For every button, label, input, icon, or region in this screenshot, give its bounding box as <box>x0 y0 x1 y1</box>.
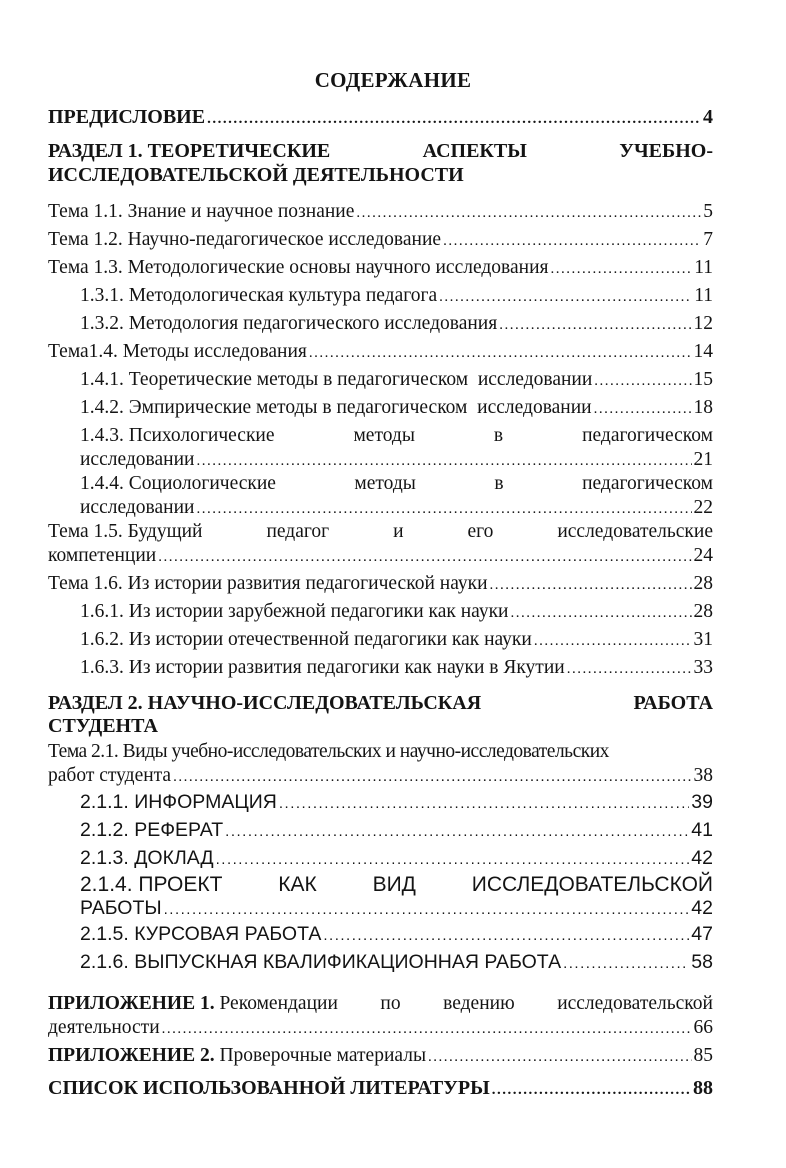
dot-leader <box>492 1082 691 1099</box>
toc-subentry[interactable] <box>80 951 713 977</box>
toc-subentry-continuation[interactable] <box>80 497 713 523</box>
page-number: 7 <box>703 229 713 250</box>
appendix-label-group <box>48 993 338 1015</box>
entry-title: 1.6.1. Из истории зарубежной педагогики как науки <box>80 601 509 622</box>
toc-subentry[interactable] <box>80 847 713 873</box>
page-number: 58 <box>691 951 713 973</box>
entry-word: по <box>380 993 401 1014</box>
dot-leader <box>164 901 690 918</box>
entry-title: Тема 1.1. Знание и научное познание <box>48 201 355 222</box>
toc-entry-continuation[interactable] <box>48 545 713 571</box>
entry-word: Рекомендации <box>219 993 338 1014</box>
entry-title: работ студента <box>48 765 172 786</box>
toc-subentry-wrapped[interactable] <box>80 873 713 899</box>
dot-leader <box>428 1049 691 1066</box>
entry-word: в <box>494 473 504 494</box>
toc-subentry[interactable] <box>80 369 713 395</box>
entry-word: Тема 1.5. Будущий <box>48 521 203 542</box>
dot-leader <box>207 111 701 128</box>
entry-word: методы <box>353 425 415 446</box>
page-number: 66 <box>693 1017 713 1038</box>
entry-title: 1.3.2. Методология педагогического исследования <box>80 313 498 334</box>
dot-leader <box>196 501 691 518</box>
entry-word: в <box>493 425 504 446</box>
entry-title: Тема 1.6. Из истории развития педагогической науки <box>48 573 488 594</box>
page-number: 5 <box>703 201 713 222</box>
toc-subentry-wrapped[interactable] <box>80 473 713 499</box>
toc-subentry[interactable] <box>80 285 713 311</box>
dot-leader <box>534 633 692 650</box>
page-number: 4 <box>703 106 713 128</box>
entry-title: 2.1.2. РЕФЕРАТ <box>80 819 224 841</box>
entry-word: ведению <box>443 993 515 1014</box>
entry-title: 1.3.1. Методологическая культура педагога <box>80 285 438 306</box>
page-number: 22 <box>693 497 713 518</box>
entry-word: КАК <box>278 873 317 896</box>
dot-leader <box>225 823 689 840</box>
dot-leader <box>323 927 689 944</box>
page-number: 28 <box>693 601 713 622</box>
entry-title: Тема 2.1. Виды учебно-исследовательских и научно-исследовательских <box>48 741 609 762</box>
page-number: 21 <box>693 449 713 470</box>
dot-leader <box>594 373 691 390</box>
dot-leader <box>158 549 691 566</box>
toc-appendix-1[interactable] <box>48 993 713 1019</box>
heading-word: РАЗДЕЛ 2. НАУЧНО-ИССЛЕДОВАТЕЛЬСКАЯ <box>48 692 482 714</box>
toc-entry-preface[interactable] <box>48 106 713 132</box>
toc-entry-references[interactable] <box>48 1077 713 1103</box>
entry-word: исследовательские <box>557 521 713 542</box>
entry-word: методы <box>354 473 416 494</box>
page-number: 33 <box>693 657 713 678</box>
toc-appendix-2[interactable] <box>48 1045 713 1071</box>
page-number: 39 <box>691 791 713 813</box>
toc-entry-wrapped[interactable] <box>48 741 713 767</box>
entry-word: 2.1.4. ПРОЕКТ <box>80 873 223 896</box>
entry-word: педагогическом <box>582 473 713 494</box>
page-number: 42 <box>691 847 713 869</box>
appendix-title <box>48 1045 426 1067</box>
heading-word: РАБОТА <box>633 692 713 714</box>
entry-title: Тема 1.2. Научно-педагогическое исследование <box>48 229 442 250</box>
dot-leader <box>594 401 692 418</box>
dot-leader <box>162 1021 692 1038</box>
page-title: СОДЕРЖАНИЕ <box>314 68 472 92</box>
dot-leader <box>196 453 691 470</box>
toc-subentry[interactable] <box>80 397 713 423</box>
page-number: 31 <box>693 629 713 650</box>
entry-title: ПРЕДИСЛОВИЕ <box>48 106 206 128</box>
dot-leader <box>356 205 701 222</box>
page-number: 24 <box>693 545 713 566</box>
toc-subentry-wrapped[interactable] <box>80 425 713 451</box>
toc-entry[interactable] <box>48 341 713 367</box>
toc-subentry[interactable] <box>80 629 713 655</box>
page-number: 42 <box>691 897 713 919</box>
page-number: 18 <box>693 397 713 418</box>
entry-title: 1.4.1. Теоретические методы в педагогическом исследовании <box>80 369 593 390</box>
page-number: 12 <box>693 313 713 334</box>
heading-word: РАЗДЕЛ 1. ТЕОРЕТИЧЕСКИЕ <box>48 140 331 162</box>
entry-title: РАБОТЫ <box>80 897 162 919</box>
toc-subentry[interactable] <box>80 313 713 339</box>
page-number: 38 <box>693 765 713 786</box>
entry-word: ИССЛЕДОВАТЕЛЬСКОЙ <box>471 873 713 896</box>
entry-title: исследовании <box>80 497 195 518</box>
entry-word: 1.4.4. Социологические <box>80 473 276 494</box>
appendix-label: ПРИЛОЖЕНИЕ 1. <box>48 993 215 1014</box>
toc-entry-wrapped[interactable] <box>48 521 713 547</box>
page-number: 28 <box>693 573 713 594</box>
entry-title: деятельности <box>48 1017 160 1038</box>
dot-leader <box>216 851 690 868</box>
toc-entry[interactable] <box>48 201 713 227</box>
entry-title: 2.1.3. ДОКЛАД <box>80 847 214 869</box>
page-number: 11 <box>694 285 713 306</box>
entry-word: и <box>393 521 404 542</box>
toc-subentry[interactable] <box>80 601 713 627</box>
toc-entry-continuation[interactable] <box>48 765 713 791</box>
entry-title: компетенции <box>48 545 157 566</box>
toc-subentry-continuation[interactable] <box>80 897 713 923</box>
entry-title: исследовании <box>80 449 195 470</box>
dot-leader <box>563 955 689 972</box>
page-number: 14 <box>693 341 713 362</box>
toc-subentry[interactable] <box>80 819 713 845</box>
dot-leader <box>309 345 692 362</box>
heading-word: УЧЕБНО- <box>619 140 713 162</box>
entry-word: исследовательской <box>557 993 713 1014</box>
entry-title: Тема1.4. Методы исследования <box>48 341 307 362</box>
page-number: 85 <box>693 1045 713 1066</box>
entry-title: 1.6.3. Из истории развития педагогики как науки в Якутии <box>80 657 565 678</box>
page-number: 11 <box>694 257 713 278</box>
page-number: 15 <box>693 369 713 390</box>
entry-title: 2.1.1. ИНФОРМАЦИЯ <box>80 791 277 813</box>
dot-leader <box>499 317 691 334</box>
toc-subentry[interactable] <box>80 791 713 817</box>
toc-appendix-1-continuation[interactable] <box>48 1017 713 1043</box>
dot-leader <box>510 605 691 622</box>
entry-title: 1.4.2. Эмпирические методы в педагогическом исследовании <box>80 397 592 418</box>
section-heading-1-line2: ИССЛЕДОВАТЕЛЬСКОЙ ДЕЯТЕЛЬНОСТИ <box>48 164 464 186</box>
dot-leader <box>279 795 689 812</box>
entry-word: 1.4.3. Психологические <box>80 425 275 446</box>
page-number: 88 <box>693 1077 713 1099</box>
toc-entry[interactable] <box>48 573 713 599</box>
entry-title: Тема 1.3. Методологические основы научного исследования <box>48 257 549 278</box>
appendix-label: ПРИЛОЖЕНИЕ 2. <box>48 1045 215 1066</box>
dot-leader <box>443 233 701 250</box>
section-heading-1[interactable] <box>48 140 713 166</box>
entry-word: его <box>467 521 494 542</box>
toc-subentry[interactable] <box>80 657 713 683</box>
dot-leader <box>567 661 692 678</box>
dot-leader <box>439 289 692 306</box>
entry-title: 2.1.5. КУРСОВАЯ РАБОТА <box>80 923 322 945</box>
entry-word: педагог <box>266 521 330 542</box>
toc-entry[interactable] <box>48 229 713 255</box>
page-number: 41 <box>691 819 713 841</box>
section-heading-2-line2: СТУДЕНТА <box>48 715 158 737</box>
page-number: 47 <box>691 923 713 945</box>
dot-leader <box>550 261 692 278</box>
dot-leader <box>173 769 691 786</box>
entry-title: 2.1.6. ВЫПУСКНАЯ КВАЛИФИКАЦИОННАЯ РАБОТА <box>80 951 562 973</box>
entry-title: 1.6.2. Из истории отечественной педагогики как науки <box>80 629 532 650</box>
entry-word: педагогическом <box>582 425 713 446</box>
heading-word: АСПЕКТЫ <box>422 140 527 162</box>
entry-title: СПИСОК ИСПОЛЬЗОВАННОЙ ЛИТЕРАТУРЫ <box>48 1077 490 1099</box>
toc-subentry-continuation[interactable] <box>80 449 713 475</box>
entry-word: ВИД <box>372 873 416 896</box>
entry-title: Проверочные материалы <box>219 1045 427 1066</box>
dot-leader <box>490 577 692 594</box>
toc-entry[interactable] <box>48 257 713 283</box>
toc-subentry[interactable] <box>80 923 713 949</box>
